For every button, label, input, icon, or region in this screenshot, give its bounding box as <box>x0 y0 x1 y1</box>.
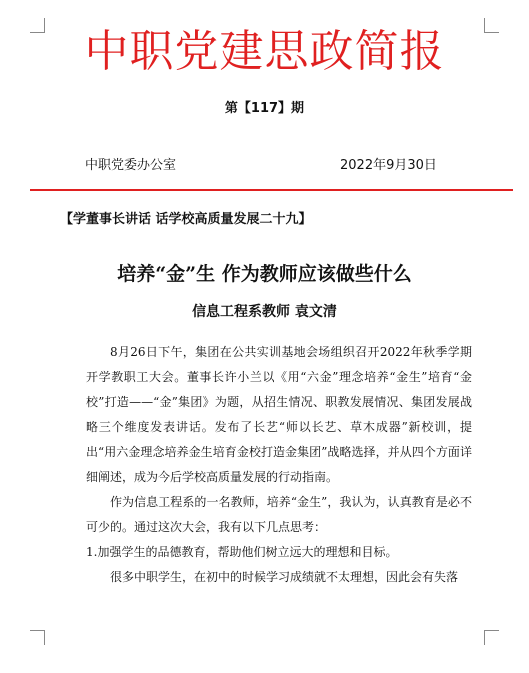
issuing-office: 中职党委办公室 <box>85 158 177 173</box>
article-title: 培养“金”生 作为教师应该做些什么 <box>117 263 412 285</box>
body-paragraph: 作为信息工程系的一名教师，培养“金生”，我认为，认真教育是必不可少的。通过这次大会，我有以下几点思考： <box>86 495 472 534</box>
red-divider <box>30 189 513 191</box>
column-tag: 【学董事长讲话 话学校高质量发展二十九】 <box>60 212 312 227</box>
body-paragraph: 8月26日下午，集团在公共实训基地会场组织召开2022年秋季学期开学教职工大会。董事长许小兰以《用“六金”理念培养“金生”培育“金校”打造——“金”集团》为题，从招生情况、职教发展情况、集团发展战略三个维度发表讲话。发布了长艺“师以长艺、草木成器”新校训，提出“用六金理念培养金生培育金校打造金集团”战略选择，并从四个方面详细阐述，成为今后学校高质量发展的行动指南。 <box>86 345 472 484</box>
crop-mark-bottom-left <box>30 630 45 645</box>
crop-mark-bottom-right <box>484 630 499 645</box>
issue-number: 第【117】期 <box>224 101 305 116</box>
masthead-title: 中职党建思政简报 <box>84 26 445 77</box>
body-list-item: 1.加强学生的品德教育，帮助他们树立远大的理想和目标。 <box>86 545 398 559</box>
issue-date: 2022年9月30日 <box>340 158 437 173</box>
article-author: 信息工程系教师 袁文清 <box>192 304 337 320</box>
body-paragraph: 很多中职学生，在初中的时候学习成绩就不太理想，因此会有失落 <box>110 570 459 584</box>
article-body <box>86 340 472 590</box>
